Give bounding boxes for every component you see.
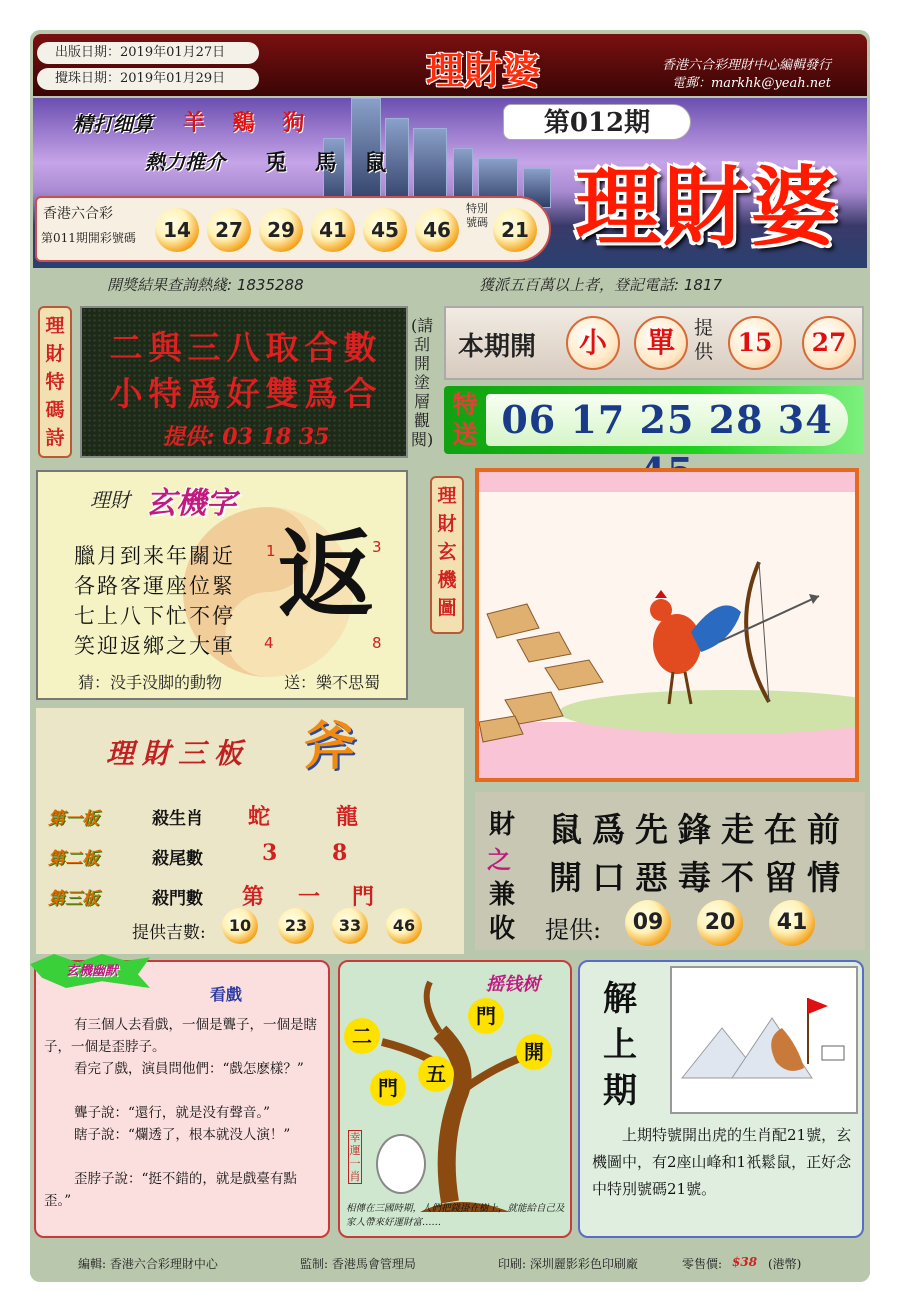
banzi-row-value: 龍 <box>336 804 359 830</box>
banzi-row-label: 第二板 <box>48 849 99 869</box>
footer-price: $38 <box>732 1255 758 1269</box>
caizhi-side: 財 <box>489 810 516 840</box>
special-send-numbers: 06 17 25 28 34 <box>486 394 848 446</box>
header-title: 理財婆 <box>425 48 540 93</box>
poem-provide: 提供: 03 18 35 <box>162 424 330 450</box>
poem-box <box>80 306 408 458</box>
caizhi-side: 收 <box>489 914 516 944</box>
banzi-row-value: 門 <box>352 884 375 910</box>
poem-line-1: 二與三八取合數 <box>109 328 383 367</box>
xuanji-line: 笑迎返鄉之大軍 <box>74 634 235 658</box>
caizhi-box <box>475 792 865 950</box>
lucky-ball: 23 <box>278 908 314 944</box>
xuanji-line: 各路客運座位緊 <box>74 574 235 598</box>
publish-date: 出版日期：2019年01月27日 <box>37 42 259 64</box>
draw-ball: 46 <box>415 208 459 252</box>
xuanji-send: 送：樂不思蜀 <box>284 673 381 692</box>
squirrel-mountain-illustration <box>672 968 856 1112</box>
caizhi-side: 兼 <box>489 880 516 910</box>
open-box <box>444 306 864 380</box>
caizhi-ball: 41 <box>769 900 815 946</box>
open-provide: 提供 <box>694 317 714 363</box>
tree-caption: 相傳在三國時期，人們把錢掛在樹上，就能給自己及家人帶來好運財富…… <box>346 1203 565 1228</box>
lucky-ball: 46 <box>386 908 422 944</box>
open-label: 本期開 <box>458 332 537 362</box>
reli-label: 熱力推介 <box>145 150 225 174</box>
hotline-left: 開獎結果查詢熱綫: 1835288 <box>107 276 304 294</box>
xuanji-n8: 8 <box>372 634 382 652</box>
footer-supervise: 監制: 香港馬會管理局 <box>300 1257 416 1271</box>
xuanji-line: 七上八下忙不停 <box>74 604 235 628</box>
banzi-title: 理財三板 <box>106 737 251 770</box>
jingda-label: 精打细算 <box>73 112 153 136</box>
caizhi-ball: 20 <box>697 900 743 946</box>
draw-label-2: 第011期開彩號碼 <box>41 231 136 245</box>
hotline-bar <box>33 272 867 296</box>
jie-title: 解上期 <box>603 979 637 1111</box>
footer-print: 印刷: 深圳麗影彩色印刷廠 <box>498 1257 638 1271</box>
open-parity: 單 <box>634 316 688 370</box>
jingda-value: 羊 鷄 狗 <box>183 110 315 136</box>
footer-editor: 編輯: 香港六合彩理財中心 <box>78 1257 218 1271</box>
humor-paragraph: 聾子說：“還行，就是没有聲音。” <box>74 1105 271 1121</box>
caizhi-line-2: 開口惡毒不留情 <box>549 858 850 897</box>
humor-box <box>34 960 330 1238</box>
draw-ball: 41 <box>311 208 355 252</box>
xuanji-n4: 4 <box>264 634 274 652</box>
banzi-row-value: 3 <box>262 840 278 866</box>
caizhi-line-1: 鼠爲先鋒走在前 <box>549 810 850 849</box>
poem-line-2: 小特爲好雙爲合 <box>109 374 383 413</box>
xuanji-title-big: 玄機字 <box>146 486 236 521</box>
xuanji-pic-side-label: 理財玄機圖 <box>430 476 464 634</box>
draw-label-1: 香港六合彩 <box>43 206 113 222</box>
banzi-row-label: 第一板 <box>48 809 99 829</box>
banzi-axe: 斧 <box>304 716 357 777</box>
footer-price-unit: (港幣) <box>768 1257 802 1271</box>
lucky-label: 提供吉數: <box>132 923 206 943</box>
humor-paragraph: 看完了戲，演員問他們：“戲怎麽樣？” <box>74 1061 304 1077</box>
banzi-row-key: 殺生肖 <box>152 809 203 829</box>
banner <box>33 98 867 268</box>
special-ball: 21 <box>493 208 537 252</box>
tree-fruit: 五 <box>418 1056 454 1092</box>
xuanji-n3: 3 <box>372 538 382 556</box>
humor-paragraph: 瞎子說：“爛透了，根本就没人演！” <box>74 1127 291 1143</box>
tree-fruit: 門 <box>370 1070 406 1106</box>
banzi-row-value: 一 <box>298 884 321 910</box>
lucky-ball: 10 <box>222 908 258 944</box>
jie-picture <box>670 966 858 1114</box>
special-label: 特別號碼 <box>466 202 488 229</box>
rooster-bow-illustration <box>479 472 855 778</box>
humor-paragraph: 歪脖子說：“挺不錯的，就是戲臺有點歪。” <box>44 1171 297 1209</box>
poem-side-label: 理財特碼詩 <box>38 306 72 458</box>
email: 電郵：markhk@yeah.net <box>671 76 831 91</box>
xuanji-n1: 1 <box>266 542 276 560</box>
header-bar <box>33 34 867 96</box>
lucky-ball: 33 <box>332 908 368 944</box>
footer-price-label: 零售價: <box>682 1257 723 1271</box>
xuanji-guess: 猜：没手没脚的動物 <box>78 673 223 692</box>
banzi-row-label: 第三板 <box>48 889 99 909</box>
draw-ball: 29 <box>259 208 303 252</box>
humor-title: 看戲 <box>210 985 243 1004</box>
reli-value: 兎 馬 鼠 <box>265 150 397 176</box>
three-boards-box <box>36 708 464 954</box>
xuanji-line: 臘月到来年關近 <box>74 544 235 568</box>
banzi-row-value: 蛇 <box>248 804 271 830</box>
special-send-label: 特送 <box>452 390 478 449</box>
xuanji-box <box>36 470 408 700</box>
humor-paragraph: 有三個人去看戲，一個是聾子，一個是瞎子，一個是歪脖子。 <box>44 1017 317 1055</box>
previous-explain-box <box>578 960 864 1238</box>
caizhi-ball: 09 <box>625 900 671 946</box>
caizhi-side-mark: 之 <box>487 845 511 874</box>
draw-result-box <box>35 196 551 262</box>
draw-ball: 27 <box>207 208 251 252</box>
publisher: 香港六合彩理財中心編輯發行 <box>661 58 831 73</box>
banzi-row-value: 第 <box>242 884 265 910</box>
draw-ball: 45 <box>363 208 407 252</box>
tree-title: 摇钱树 <box>486 974 540 995</box>
hotline-right: 獲派五百萬以上者，登記電話: 1817 <box>479 276 722 294</box>
rabbit-icon <box>376 1134 426 1194</box>
banzi-row-key: 殺門數 <box>152 889 203 909</box>
open-num-1: 15 <box>728 316 782 370</box>
xuanji-big-char: 返 <box>278 518 374 631</box>
caizhi-provide-label: 提供: <box>545 916 602 944</box>
xuanji-title-small: 理財 <box>90 488 130 512</box>
banzi-row-key: 殺尾數 <box>152 849 203 869</box>
banzi-row-value: 8 <box>332 840 348 866</box>
jie-text: 上期特號開出虎的生肖配21號，玄機圖中，有2座山峰和1衹鬆鼠，正好念中特別號碼21號。 <box>592 1126 852 1198</box>
tree-fruit: 門 <box>468 998 504 1034</box>
footer <box>30 1250 870 1274</box>
draw-ball: 14 <box>155 208 199 252</box>
puzzle-picture <box>475 468 859 782</box>
money-tree-box <box>338 960 572 1238</box>
open-size: 小 <box>566 316 620 370</box>
tree-fruit: 開 <box>516 1034 552 1070</box>
open-num-2: 27 <box>802 316 856 370</box>
tree-luck-label: 幸運一肖 <box>349 1131 361 1183</box>
humor-badge: 玄機幽默 <box>66 964 119 979</box>
big-title: 理財婆 <box>575 157 839 258</box>
scratch-note: (請刮開塗層觀閱) <box>411 316 434 449</box>
tree-fruit: 二 <box>344 1018 380 1054</box>
issue-number: 第012期 <box>503 104 691 140</box>
draw-date: 攪珠日期：2019年01月29日 <box>37 68 259 90</box>
special-send-bar <box>444 386 864 454</box>
